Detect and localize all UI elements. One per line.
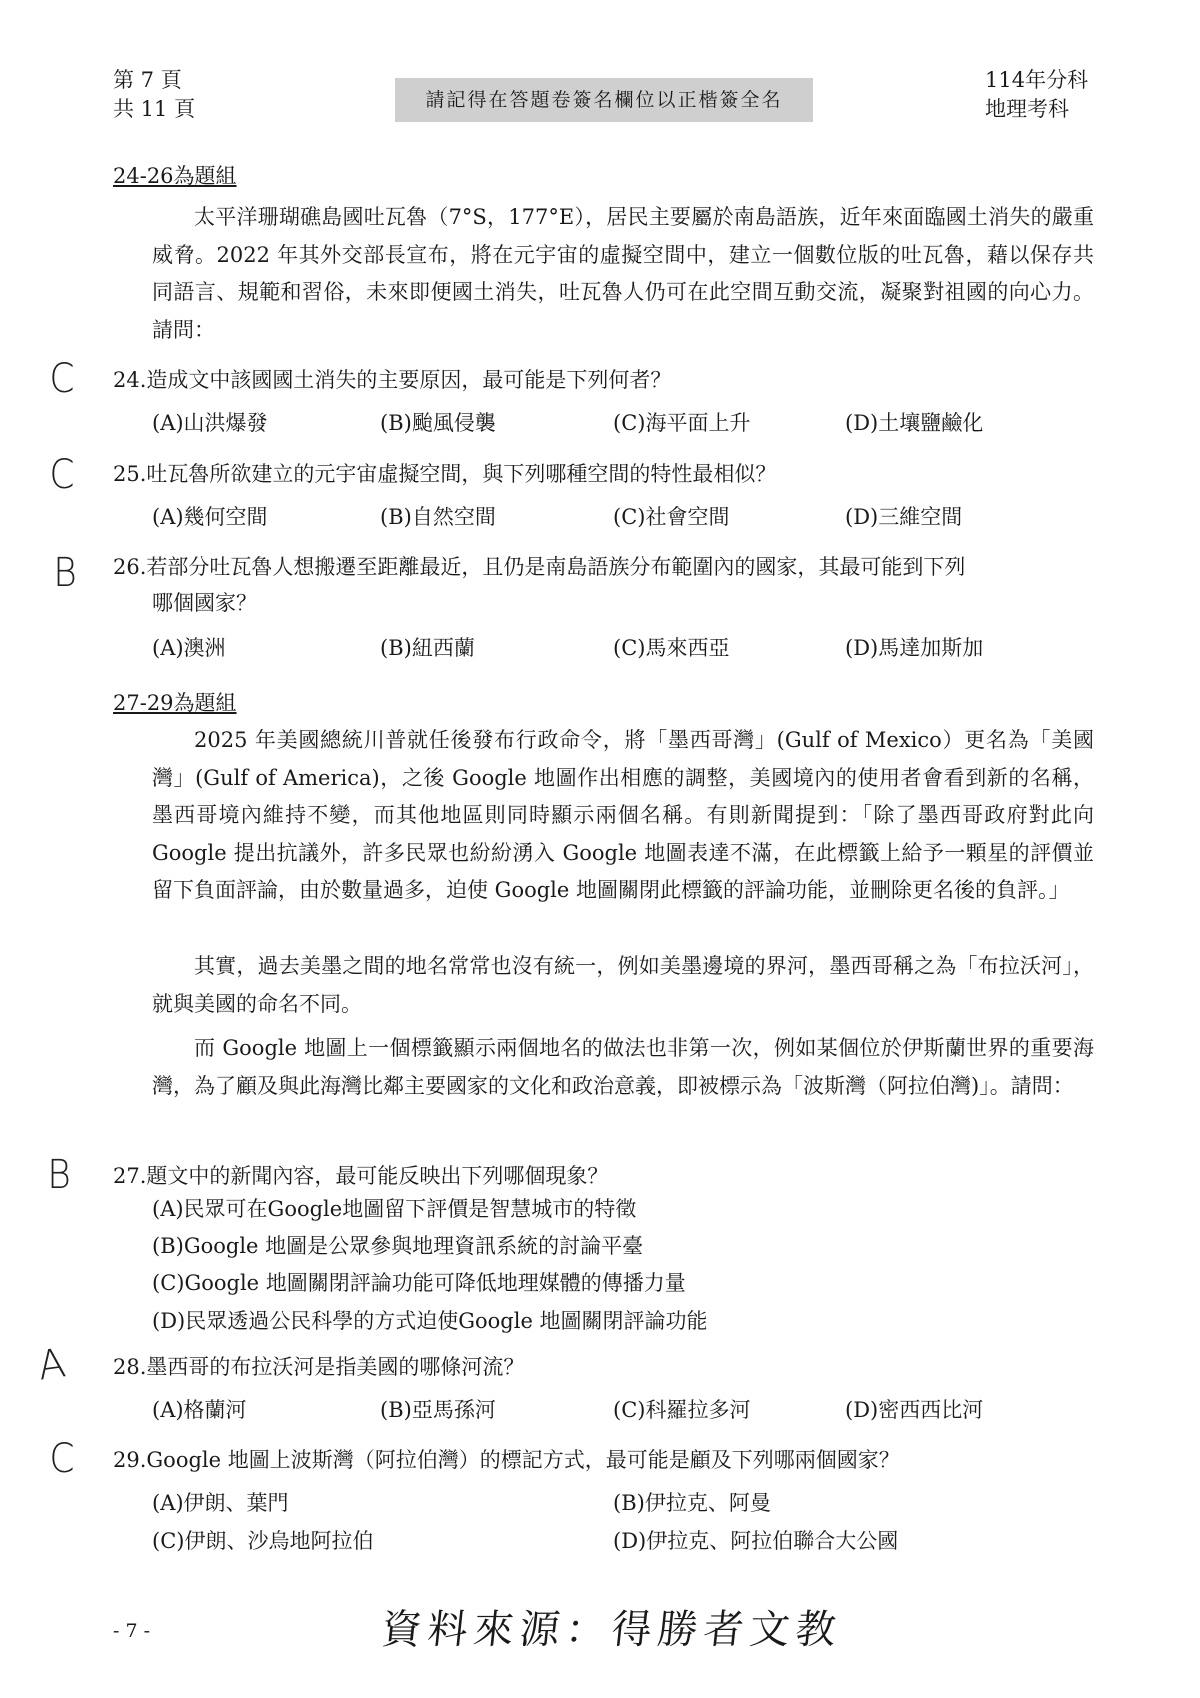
question-25 xyxy=(113,456,776,492)
option: (B)Google 地圖是公眾參與地理資訊系統的討論平臺 xyxy=(152,1234,644,1258)
question-group-title: 27-29為題組 xyxy=(113,691,237,715)
page-marker: - 7 - xyxy=(113,1620,151,1642)
question-text: 造成文中該國國土消失的主要原因，最可能是下列何者？ xyxy=(146,368,672,392)
question-text: 墨西哥的布拉沃河是指美國的哪條河流？ xyxy=(146,1355,525,1379)
question-number: 25. xyxy=(113,462,147,486)
passage-gulf-naming: 2025 年美國總統川普就任後發布行政命令，將「墨西哥灣」(Gulf of Mexico）更名為「美國灣」(Gulf of America)，之後 Google 地圖作出相應的調整，美國境內的使用者會看到新的名稱，墨西哥境內維持不變，而其他地區則同時顯示兩個名稱。有則新聞提到：「除了墨西哥政府對此向 Google 提出抗議外，許多民眾也紛紛湧入 Google 地圖表達不滿，在此標籤上給予一顆星的評價並留下負面評論，由於數量過多，迫使 Google 地圖關閉此標籤的評論功能，並刪除更名後的負評。」 xyxy=(152,728,1094,902)
question-number: 29. xyxy=(113,1448,147,1472)
option: (D)伊拉克、阿拉伯聯合大公國 xyxy=(613,1529,899,1553)
question-24 xyxy=(113,362,671,398)
answer-mark: B xyxy=(53,550,77,596)
option: (A)伊朗、葉門 xyxy=(152,1491,289,1515)
signature-reminder-banner: 請記得在答題卷簽名欄位以正楷簽全名 xyxy=(395,78,813,122)
question-text: 題文中的新聞內容，最可能反映出下列哪個現象？ xyxy=(146,1164,609,1188)
question-29 xyxy=(113,1442,900,1478)
question-28 xyxy=(113,1349,524,1385)
answer-mark: C xyxy=(49,452,75,498)
option: (C)科羅拉多河 xyxy=(613,1398,751,1422)
exam-subject: 地理考科 xyxy=(985,97,1069,121)
option: (D)馬達加斯加 xyxy=(845,636,984,660)
passage-rio-bravo: 其實，過去美墨之間的地名常常也沒有統一，例如美墨邊境的界河，墨西哥稱之為「布拉沃河」，就與美國的命名不同。 xyxy=(152,954,1094,1016)
option: (C)馬來西亞 xyxy=(613,636,730,660)
option: (A)格蘭河 xyxy=(152,1398,247,1422)
option: (A)民眾可在Google地圖留下評價是智慧城市的特徵 xyxy=(152,1197,637,1221)
option: (C)伊朗、沙烏地阿拉伯 xyxy=(152,1529,374,1553)
option: (B)颱風侵襲 xyxy=(380,411,496,435)
answer-mark: B xyxy=(47,1152,71,1198)
page-total: 共 11 頁 xyxy=(113,97,196,121)
question-number: 28. xyxy=(113,1355,147,1379)
question-number: 27. xyxy=(113,1164,147,1188)
answer-mark: C xyxy=(49,1436,75,1482)
option: (B)紐西蘭 xyxy=(380,636,475,660)
option: (D)土壤鹽鹼化 xyxy=(845,411,984,435)
option: (D)密西西比河 xyxy=(845,1398,984,1422)
handwritten-source-note: 資料來源：得勝者文教 xyxy=(379,1607,845,1653)
question-text-continued: 哪個國家？ xyxy=(152,591,257,615)
exam-year: 114年分科 xyxy=(985,68,1089,92)
question-number: 26. xyxy=(113,555,147,579)
question-26 xyxy=(113,549,965,585)
option: (A)澳洲 xyxy=(152,636,226,660)
question-group-title: 24-26為題組 xyxy=(113,164,237,188)
option: (C)海平面上升 xyxy=(613,411,751,435)
option: (D)三維空間 xyxy=(845,505,963,529)
option: (B)伊拉克、阿曼 xyxy=(613,1491,771,1515)
option: (A)山洪爆發 xyxy=(152,411,268,435)
question-text: 吐瓦魯所欲建立的元宇宙虛擬空間，與下列哪種空間的特性最相似？ xyxy=(146,462,777,486)
question-number: 24. xyxy=(113,368,147,392)
option: (D)民眾透過公民科學的方式迫使Google 地圖關閉評論功能 xyxy=(152,1309,708,1333)
question-27 xyxy=(113,1158,608,1194)
option: (C)Google 地圖關閉評論功能可降低地理媒體的傳播力量 xyxy=(152,1271,686,1295)
option: (A)幾何空間 xyxy=(152,505,268,529)
option: (C)社會空間 xyxy=(613,505,730,529)
passage-tuvalu: 太平洋珊瑚礁島國吐瓦魯（7°S，177°E），居民主要屬於南島語族，近年來面臨國土消失的嚴重威脅。2022 年其外交部長宣布，將在元宇宙的虛擬空間中，建立一個數位版的吐瓦魯，藉以保存共同語言、規範和習俗，未來即便國土消失，吐瓦魯人仍可在此空間互動交流，凝聚對祖國的向心力。請問： xyxy=(152,205,1094,342)
option: (B)自然空間 xyxy=(380,505,496,529)
question-text: Google 地圖上波斯灣（阿拉伯灣）的標記方式，最可能是顧及下列哪兩個國家？ xyxy=(146,1448,900,1472)
answer-mark: C xyxy=(49,356,75,402)
option: (B)亞馬孫河 xyxy=(380,1398,496,1422)
answer-mark: A xyxy=(34,1340,69,1390)
passage-persian-gulf: 而 Google 地圖上一個標籤顯示兩個地名的做法也非第一次，例如某個位於伊斯蘭世界的重要海灣，為了顧及與此海灣比鄰主要國家的文化和政治意義，即被標示為「波斯灣（阿拉伯灣)」。請問： xyxy=(152,1036,1094,1098)
question-text: 若部分吐瓦魯人想搬遷至距離最近，且仍是南島語族分布範圍內的國家，其最可能到下列 xyxy=(146,555,966,579)
page-number: 第 7 頁 xyxy=(113,68,182,92)
